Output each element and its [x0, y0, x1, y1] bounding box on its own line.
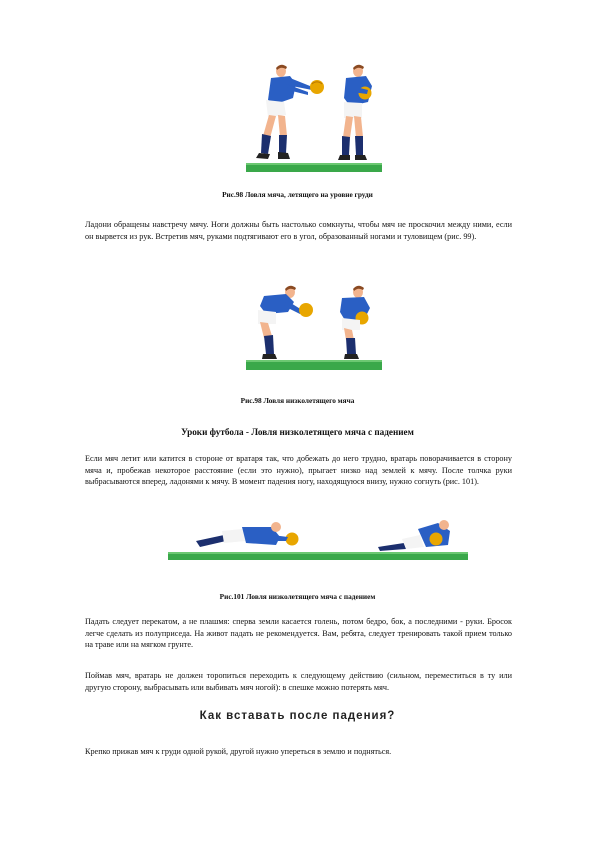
paragraph-4: Поймав мяч, вратарь не должен торопиться переходить к следующему действию (сильном, переместиться в ту или другую сторону, выбрасывать или выбивать мяч ногой): в спешке можно потерять мяч.	[85, 671, 512, 692]
paragraph-3: Падать следует перекатом, а не плашмя: сперва земли касается голень, потом бедро, бок, а последними - руки. Бросок легче сделать из полуприседа. На живот падать не рекомендуется. Вам, ребята, следует тренировать такой прием только на траве или на мягком грунте.	[85, 617, 512, 650]
figure-caption-chest-catch: Рис.98 Ловля мяча, летящего на уровне груди	[222, 190, 373, 199]
section-heading: Уроки футбола - Ловля низколетящего мяча с падением	[181, 427, 414, 437]
figure-caption-low-catch: Рис.98 Ловля низколетящего мяча	[240, 396, 355, 405]
goalkeeper-figure-4	[340, 286, 370, 359]
figure-diving-catch	[168, 517, 468, 567]
figure-chest-catch-illustration	[246, 60, 382, 178]
figure-caption-diving-catch: Рис.101 Ловля низколетящего мяча с падением	[219, 592, 376, 601]
figure-low-catch	[246, 280, 382, 376]
paragraph-5: Крепко прижав мяч к груди одной рукой, другой нужно упереться в землю и подняться.	[85, 747, 392, 756]
goalkeeper-diving-figure-2	[378, 520, 450, 551]
paragraph-1: Ладони обращены навстречу мячу. Ноги должны быть настолько сомкнуты, чтобы мяч не проскочил между ними, если он вырвется из рук. Встретив мяч, руками подтягивают его в угол, образованный ногами и туловищем (рис. 99).	[85, 220, 512, 241]
goalkeeper-figure-2	[338, 65, 372, 160]
goalkeeper-figure-1	[256, 65, 324, 159]
question-heading: Как вставать после падения?	[199, 710, 396, 722]
figure-chest-catch	[246, 60, 382, 178]
figure-diving-catch-illustration	[168, 517, 468, 567]
figure-low-catch-illustration	[246, 280, 382, 376]
paragraph-2: Если мяч летит или катится в стороне от вратаря так, что добежать до него трудно, вратарь поворачивается в сторону мяча и, пробежав некоторое расстояние (если это нужно), прыгает низко над землей к мячу. После толчка руки выбрасываются вперед, ладонями к мячу. В момент падения ногу, находящуюся внизу, нужно согнуть (рис. 101).	[85, 454, 512, 487]
goalkeeper-figure-3	[258, 286, 313, 359]
goalkeeper-diving-figure-1	[196, 522, 299, 547]
